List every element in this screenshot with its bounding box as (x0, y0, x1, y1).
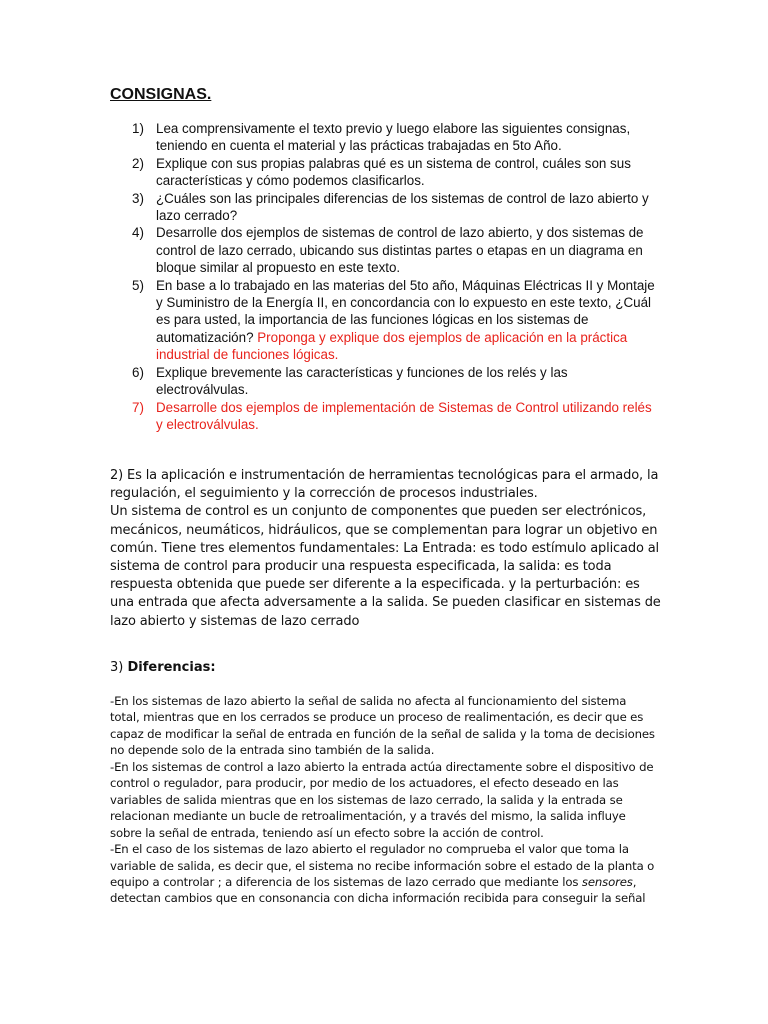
list-item (110, 224, 655, 276)
answer-3 (110, 693, 658, 907)
answer-3-number: 3) (110, 660, 128, 675)
list-item (110, 277, 655, 364)
list-item (110, 399, 655, 434)
answer-3-label: Diferencias: (127, 660, 216, 675)
highlighted-text: Proponga y explique dos ejemplos de aplicación en la práctica industrial de funciones lógicas. (156, 329, 628, 363)
emphasis-sensores: sensores (581, 874, 633, 889)
item-number: 4) (132, 225, 144, 241)
item-number: 5) (132, 277, 144, 293)
answer-3-heading (110, 660, 216, 675)
answer-2 (110, 467, 662, 631)
item-number: 7) (132, 399, 144, 415)
item-text: En base a lo trabajado en las materias del 5to año, Máquinas Eléctricas II y Montaje y Suministro de la Energía II, en concordancia con lo expuesto en este texto, ¿Cuál es para usted, la importancia de las funciones lógicas en los sistemas de automatización? Proponga y explique dos ejemplos de aplicación en la práctica industrial de funciones lógicas. (156, 277, 655, 363)
list-item (110, 120, 655, 155)
page-title: CONSIGNAS. (110, 86, 212, 103)
list-item (110, 364, 655, 399)
answer-3-paragraph: -En el caso de los sistemas de lazo abierto el regulador no comprueba el valor que toma la variable de salida, es decir que, el sistema no recibe información sobre el estado de la planta o equipo a controlar ; a diferencia de los sistemas de lazo cerrado que mediante los sensores, detectan cambios que en consonancia con dicha información recibida para conseguir la señal (110, 842, 655, 906)
item-text: Explique con sus propias palabras qué es un sistema de control, cuáles son sus características y cómo podemos clasificarlos. (156, 155, 631, 189)
item-text: Lea comprensivamente el texto previo y luego elabore las siguientes consignas, teniendo en cuenta el material y las prácticas trabajadas en 5to Año. (156, 121, 631, 154)
item-number: 3) (132, 190, 144, 206)
item-text: Desarrolle dos ejemplos de sistemas de control de lazo abierto, y dos sistemas de control de lazo cerrado, ubicando sus distintas partes o etapas en un diagrama en bloque similar al propuesto en este texto. (156, 225, 644, 276)
list-item (110, 190, 655, 225)
answer-2-intro: 2) Es la aplicación e instrumentación de herramientas tecnológicas para el armado, la regulación, el seguimiento y la corrección de procesos industriales. (110, 468, 659, 502)
item-number: 2) (132, 155, 144, 171)
item-number: 6) (132, 364, 144, 380)
item-text (156, 399, 655, 434)
consignas-list (110, 120, 655, 433)
item-number: 1) (132, 121, 144, 136)
item-text: Explique brevemente las características y funciones de los relés y las electroválvulas. (156, 364, 568, 398)
answer-3-paragraph: -En los sistemas de lazo abierto la señal de salida no afecta al funcionamiento del sistema total, mientras que en los cerrados se produce un proceso de realimentación, es decir que es capaz de modificar la señal de entrada en función de la señal de salida y la toma de decisiones no depende solo de la entrada sino también de la salida. (110, 694, 655, 758)
item-text: ¿Cuáles son las principales diferencias de los sistemas de control de lazo abierto y lazo cerrado? (156, 190, 649, 224)
answer-2-body: Un sistema de control es un conjunto de componentes que pueden ser electrónicos, mecánicos, neumáticos, hidráulicos, que se complementan para lograr un objetivo en común. Tiene tres elementos fundamentales: La Entrada: es todo estímulo aplicado al sistema de control para producir una respuesta especificada, la salida: es toda respuesta obtenida que puede ser diferente a la especificada. y la perturbación: es una entrada que afecta adversamente a la salida. Se pueden clasificar en sistemas de lazo abierto y sistemas de lazo cerrado (110, 504, 661, 629)
answer-3-paragraph: -En los sistemas de control a lazo abierto la entrada actúa directamente sobre el dispositivo de control o regulador, para producir, por medio de los actuadores, el efecto deseado en las variables de salida mientras que en los sistemas de lazo cerrado, la salida y la entrada se relacionan mediante un bucle de retroalimentación, y a través del mismo, la salida influye sobre la señal de entrada, teniendo así un efecto sobre la acción de control. (110, 759, 654, 840)
highlighted-text: Desarrolle dos ejemplos de implementación de Sistemas de Control utilizando relés y electroválvulas. (156, 399, 652, 432)
list-item (110, 155, 655, 190)
